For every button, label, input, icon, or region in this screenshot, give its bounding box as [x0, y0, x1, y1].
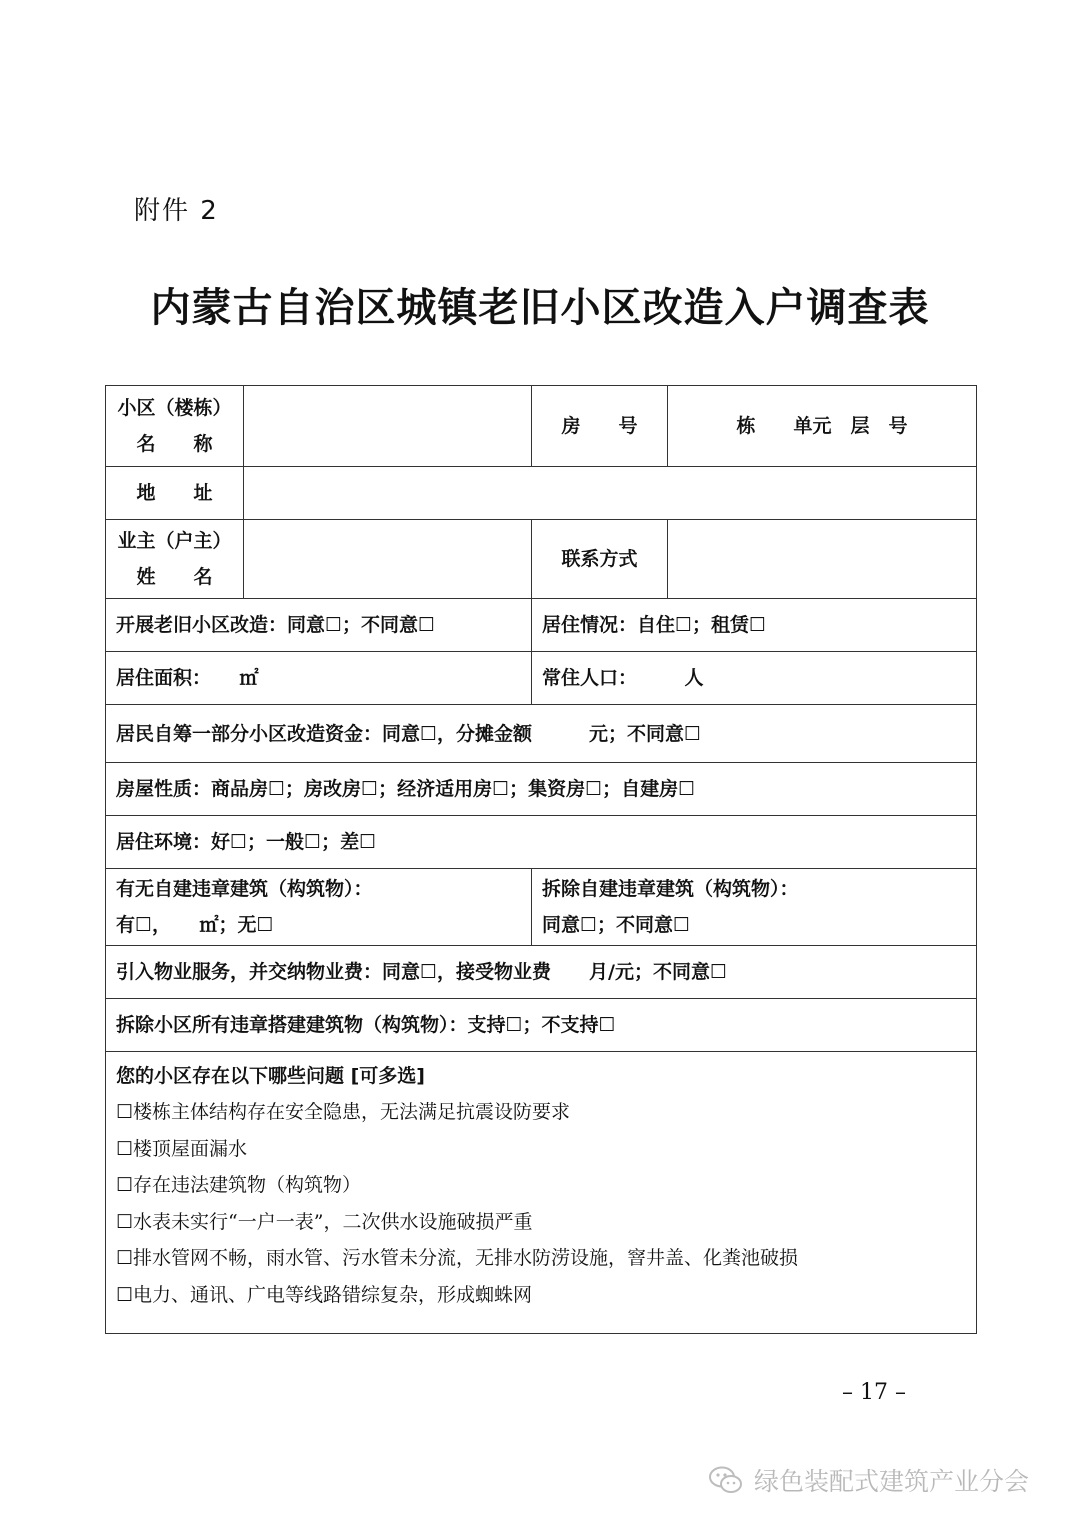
- house-type[interactable]: 房屋性质：商品房☐；房改房☐；经济适用房☐；集资房☐；自建房☐: [106, 763, 977, 816]
- page-number: – 17 –: [842, 1380, 906, 1405]
- living-environment[interactable]: 居住环境：好☐；一般☐；差☐: [106, 816, 977, 869]
- contact-label: 联系方式: [532, 520, 668, 599]
- renovation-consent[interactable]: 开展老旧小区改造：同意☐；不同意☐: [106, 599, 532, 652]
- row-self-funding: [106, 705, 977, 763]
- watermark: [708, 1460, 1029, 1500]
- row-property-service: [106, 946, 977, 999]
- watermark-text: 绿色装配式建筑产业分会: [754, 1467, 1030, 1496]
- community-name-label: 小区（楼栋） 名 称: [106, 386, 244, 467]
- permanent-residents[interactable]: 常住人口： 人: [532, 652, 977, 705]
- issue-option[interactable]: ☐排水管网不畅，雨水管、污水管未分流，无排水防涝设施，窨井盖、化粪池破损: [116, 1247, 799, 1269]
- row-demolish-all: [106, 999, 977, 1052]
- demolish-self-built[interactable]: 拆除自建违章建筑（构筑物）： 同意☐；不同意☐: [532, 869, 977, 946]
- row-environment: [106, 816, 977, 869]
- contact-field[interactable]: [668, 520, 977, 599]
- self-funding[interactable]: 居民自筹一部分小区改造资金：同意☐，分摊金额 元；不同意☐: [106, 705, 977, 763]
- illegal-buildings[interactable]: 有无自建违章建筑（构筑物）： 有☐， ㎡；无☐: [106, 869, 532, 946]
- residence-status[interactable]: 居住情况：自住☐；租赁☐: [532, 599, 977, 652]
- survey-form-table: [105, 385, 977, 1334]
- issue-option[interactable]: ☐楼栋主体结构存在安全隐患，无法满足抗震设防要求: [116, 1101, 571, 1123]
- address-label: 地 址: [106, 467, 244, 520]
- annex-label: 附件 2: [134, 196, 219, 226]
- row-renovation-residence: [106, 599, 977, 652]
- row-owner: [106, 520, 977, 599]
- address-field[interactable]: [244, 467, 977, 520]
- living-area[interactable]: 居住面积： ㎡: [106, 652, 532, 705]
- issues-heading: 您的小区存在以下哪些问题 [可多选]: [116, 1065, 425, 1087]
- issue-option[interactable]: ☐存在违法建筑物（构筑物）: [116, 1174, 362, 1196]
- owner-name-label: 业主（户主） 姓 名: [106, 520, 244, 599]
- row-house-type: [106, 763, 977, 816]
- issue-option[interactable]: ☐水表未实行“一户一表”，二次供水设施破损严重: [116, 1210, 533, 1233]
- row-issues: [106, 1052, 977, 1334]
- room-number-field[interactable]: 栋 单元 层 号: [668, 386, 977, 467]
- row-illegal-buildings: [106, 869, 977, 946]
- property-service[interactable]: 引入物业服务，并交纳物业费：同意☐，接受物业费 月/元；不同意☐: [106, 946, 977, 999]
- row-community: [106, 386, 977, 467]
- page-title: 内蒙古自治区城镇老旧小区改造入户调查表: [150, 284, 930, 331]
- issue-option[interactable]: ☐楼顶屋面漏水: [116, 1137, 248, 1160]
- demolish-all-illegal[interactable]: 拆除小区所有违章搭建建筑物（构筑物）：支持☐；不支持☐: [106, 999, 977, 1052]
- issue-option[interactable]: ☐电力、通讯、广电等线路错综复杂，形成蜘蛛网: [116, 1283, 533, 1306]
- community-name-field[interactable]: [244, 386, 532, 467]
- room-number-label: 房 号: [532, 386, 668, 467]
- owner-name-field[interactable]: [244, 520, 532, 599]
- row-address: [106, 467, 977, 520]
- issues-section: [106, 1052, 977, 1334]
- wechat-icon: [708, 1465, 744, 1495]
- row-area-residents: [106, 652, 977, 705]
